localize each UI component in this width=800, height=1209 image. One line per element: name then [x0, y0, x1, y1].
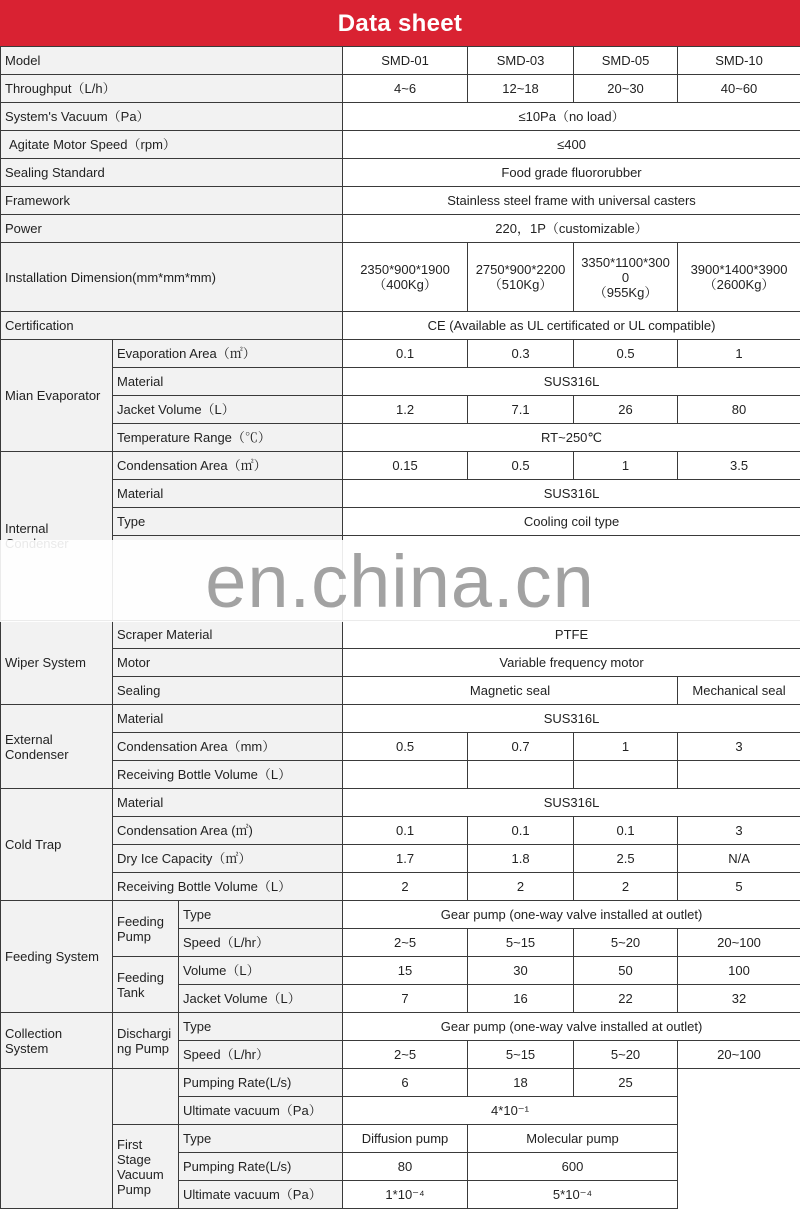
- model-header: SMD-01: [343, 47, 468, 75]
- row-label: Certification: [1, 312, 343, 340]
- row-label: Sealing: [113, 677, 343, 705]
- datasheet-header: [0, 0, 800, 46]
- row-label: Jacket Volume（L）: [113, 396, 343, 424]
- table-row: [1, 789, 800, 817]
- model-header: SMD-03: [468, 47, 574, 75]
- cell-value: Variable frequency motor: [343, 649, 800, 677]
- table-row: [1, 103, 800, 131]
- row-label: Agitate Motor Speed（rpm）: [1, 131, 343, 159]
- cell-value: Food grade fluororubber: [343, 159, 800, 187]
- table-row: [1, 340, 800, 368]
- cell-value: 3.5: [678, 452, 800, 480]
- cell-value: 0.1: [468, 817, 574, 845]
- cell-value: SUS316L: [343, 368, 800, 396]
- dimension-cell: [678, 243, 800, 312]
- row-label: Receiving Bottle Volume（L）: [113, 873, 343, 901]
- cell-value: 220，1P（customizable）: [343, 215, 800, 243]
- subgroup-label: Discharging Pump: [113, 1013, 179, 1069]
- table-row: [1, 1069, 800, 1097]
- cell-value: Gear pump (one-way valve installed at outlet): [343, 1013, 800, 1041]
- dimension-value: 3900*1400*3900: [690, 262, 788, 277]
- row-label: Model: [1, 47, 343, 75]
- cell-value: Gear pump (one-way valve installed at outlet): [343, 901, 800, 929]
- cell-value: 1.7: [343, 845, 468, 873]
- row-label: Installation Dimension(mm*mm*mm): [1, 243, 343, 312]
- model-header: SMD-10: [678, 47, 800, 75]
- cell-value: 0.5: [468, 452, 574, 480]
- watermark-text: en.china.cn: [205, 540, 595, 623]
- cell-value: 5~15: [468, 929, 574, 957]
- row-label: Ultimate vacuum（Pa）: [179, 1181, 343, 1209]
- table-row: [1, 761, 800, 789]
- subgroup-label: First Stage Vacuum Pump: [113, 1125, 179, 1209]
- group-label: Cold Trap: [1, 789, 113, 901]
- dimension-value: 2750*900*2200: [475, 262, 566, 277]
- cell-value: 7.1: [468, 396, 574, 424]
- row-label: Power: [1, 215, 343, 243]
- row-label: Type: [179, 901, 343, 929]
- cell-value: 2~5: [343, 929, 468, 957]
- table-row: [1, 452, 800, 480]
- subgroup-label: [113, 1069, 179, 1125]
- table-row: [1, 705, 800, 733]
- table-row: [1, 817, 800, 845]
- row-label: System's Vacuum（Pa）: [1, 103, 343, 131]
- subgroup-label: Feeding Tank: [113, 957, 179, 1013]
- row-label: Speed（L/hr）: [179, 929, 343, 957]
- dimension-cell: [574, 243, 678, 312]
- table-row: [1, 873, 800, 901]
- cell-value: 0.15: [343, 452, 468, 480]
- cell-value: 26: [574, 396, 678, 424]
- cell-value: 1.2: [343, 396, 468, 424]
- cell-value: 30: [468, 957, 574, 985]
- row-label: Material: [113, 480, 343, 508]
- cell-value: 16: [468, 985, 574, 1013]
- group-label: [1, 1069, 113, 1209]
- row-label: Type: [179, 1125, 343, 1153]
- row-label: Pumping Rate(L/s): [179, 1153, 343, 1181]
- table-row: [1, 508, 800, 536]
- group-label: External Condenser: [1, 705, 113, 789]
- row-label: Type: [113, 508, 343, 536]
- row-label: Pumping Rate(L/s): [179, 1069, 343, 1097]
- cell-value: SUS316L: [343, 705, 800, 733]
- table-row: [1, 47, 800, 75]
- group-label: Wiper System: [1, 621, 113, 705]
- cell-value: SUS316L: [343, 789, 800, 817]
- row-label: Throughput（L/h）: [1, 75, 343, 103]
- group-label: Feeding System: [1, 901, 113, 1013]
- table-row: [1, 901, 800, 929]
- cell-value: 1: [678, 340, 800, 368]
- table-row: [1, 312, 800, 340]
- row-label: Volume（L）: [179, 957, 343, 985]
- table-row: [1, 131, 800, 159]
- table-row: [1, 677, 800, 705]
- row-label: Speed（L/hr）: [179, 1041, 343, 1069]
- row-label: Condensation Area（㎡）: [113, 452, 343, 480]
- table-row: [1, 75, 800, 103]
- cell-value: Magnetic seal: [343, 677, 678, 705]
- cell-value: 1: [574, 733, 678, 761]
- cell-value: ≤400: [343, 131, 800, 159]
- row-label: Material: [113, 789, 343, 817]
- cell-value: 2: [574, 873, 678, 901]
- cell-value: 6: [343, 1069, 468, 1097]
- dimension-cell: [343, 243, 468, 312]
- cell-value: Diffusion pump: [343, 1125, 468, 1153]
- group-label: Mian Evaporator: [1, 340, 113, 452]
- cell-value: 2: [343, 873, 468, 901]
- weight-value: （510Kg）: [488, 277, 553, 292]
- cell-value: 0.5: [574, 340, 678, 368]
- datasheet-title: Data sheet: [337, 10, 463, 37]
- cell-value: [468, 761, 574, 789]
- row-label: Scraper Material: [113, 621, 343, 649]
- cell-value: 1: [574, 452, 678, 480]
- table-row: [1, 845, 800, 873]
- table-row: [1, 159, 800, 187]
- table-row: [1, 957, 800, 985]
- table-row: [1, 621, 800, 649]
- row-label: Jacket Volume（L）: [179, 985, 343, 1013]
- weight-value: （955Kg）: [593, 284, 658, 300]
- row-label: Temperature Range（℃）: [113, 424, 343, 452]
- row-label: Sealing Standard: [1, 159, 343, 187]
- dimension-value: 3350*1100*3000: [581, 254, 670, 285]
- table-row: [1, 733, 800, 761]
- cell-value: 50: [574, 957, 678, 985]
- weight-value: （400Kg）: [373, 277, 437, 292]
- cell-value: 40~60: [678, 75, 800, 103]
- empty-cell: [678, 1069, 800, 1209]
- cell-value: 4~6: [343, 75, 468, 103]
- table-row: [1, 424, 800, 452]
- cell-value: 80: [343, 1153, 468, 1181]
- row-label: Evaporation Area（㎡）: [113, 340, 343, 368]
- cell-value: 22: [574, 985, 678, 1013]
- cell-value: CE (Available as UL certificated or UL compatible): [343, 312, 800, 340]
- cell-value: 0.1: [574, 817, 678, 845]
- cell-value: 5~20: [574, 1041, 678, 1069]
- cell-value: Stainless steel frame with universal casters: [343, 187, 800, 215]
- cell-value: [574, 761, 678, 789]
- row-label: Receiving Bottle Volume（L）: [113, 761, 343, 789]
- row-label: Ultimate vacuum（Pa）: [179, 1097, 343, 1125]
- cell-value: N/A: [678, 845, 800, 873]
- row-label: Condensation Area (㎡): [113, 817, 343, 845]
- cell-value: 0.5: [343, 733, 468, 761]
- cell-value: 18: [468, 1069, 574, 1097]
- cell-value: PTFE: [343, 621, 800, 649]
- cell-value: 5~15: [468, 1041, 574, 1069]
- weight-value: （2600Kg）: [703, 277, 775, 292]
- cell-value: 7: [343, 985, 468, 1013]
- table-row: [1, 187, 800, 215]
- subgroup-label: Feeding Pump: [113, 901, 179, 957]
- cell-value: 100: [678, 957, 800, 985]
- cell-value: 15: [343, 957, 468, 985]
- cell-value: Mechanical seal: [678, 677, 800, 705]
- cell-value: 25: [574, 1069, 678, 1097]
- cell-value: 2.5: [574, 845, 678, 873]
- dimension-value: 2350*900*1900: [360, 262, 450, 277]
- cell-value: 0.1: [343, 817, 468, 845]
- table-row: [1, 368, 800, 396]
- cell-value: 600: [468, 1153, 678, 1181]
- row-label: Framework: [1, 187, 343, 215]
- cell-value: 0.7: [468, 733, 574, 761]
- cell-value: 20~30: [574, 75, 678, 103]
- cell-value: 5*10⁻⁴: [468, 1181, 678, 1209]
- cell-value: 3: [678, 817, 800, 845]
- table-row: [1, 396, 800, 424]
- cell-value: [343, 761, 468, 789]
- cell-value: 20~100: [678, 1041, 800, 1069]
- table-row: [1, 1013, 800, 1041]
- row-label: Material: [113, 368, 343, 396]
- cell-value: SUS316L: [343, 480, 800, 508]
- cell-value: [678, 761, 800, 789]
- model-header: SMD-05: [574, 47, 678, 75]
- table-row: [1, 243, 800, 312]
- cell-value: 0.1: [343, 340, 468, 368]
- row-label: Motor: [113, 649, 343, 677]
- cell-value: 32: [678, 985, 800, 1013]
- cell-value: 4*10⁻¹: [343, 1097, 678, 1125]
- cell-value: 12~18: [468, 75, 574, 103]
- cell-value: 3: [678, 733, 800, 761]
- row-label: Type: [179, 1013, 343, 1041]
- row-label: Dry Ice Capacity（㎡）: [113, 845, 343, 873]
- cell-value: 5~20: [574, 929, 678, 957]
- cell-value: Molecular pump: [468, 1125, 678, 1153]
- cell-value: 0.3: [468, 340, 574, 368]
- cell-value: 2: [468, 873, 574, 901]
- row-label: Material: [113, 705, 343, 733]
- table-row: [1, 215, 800, 243]
- cell-value: 5: [678, 873, 800, 901]
- cell-value: ≤10Pa（no load）: [343, 103, 800, 131]
- cell-value: 20~100: [678, 929, 800, 957]
- table-row: [1, 649, 800, 677]
- cell-value: Cooling coil type: [343, 508, 800, 536]
- group-label: Collection System: [1, 1013, 113, 1069]
- cell-value: 2~5: [343, 1041, 468, 1069]
- group-label: Internal: [1, 452, 113, 621]
- dimension-cell: [468, 243, 574, 312]
- row-label: Condensation Area（mm）: [113, 733, 343, 761]
- cell-value: 80: [678, 396, 800, 424]
- watermark-band: [0, 540, 800, 622]
- cell-value: 1.8: [468, 845, 574, 873]
- cell-value: RT~250℃: [343, 424, 800, 452]
- cell-value: 1*10⁻⁴: [343, 1181, 468, 1209]
- spec-table: [0, 46, 800, 1209]
- table-row: [1, 480, 800, 508]
